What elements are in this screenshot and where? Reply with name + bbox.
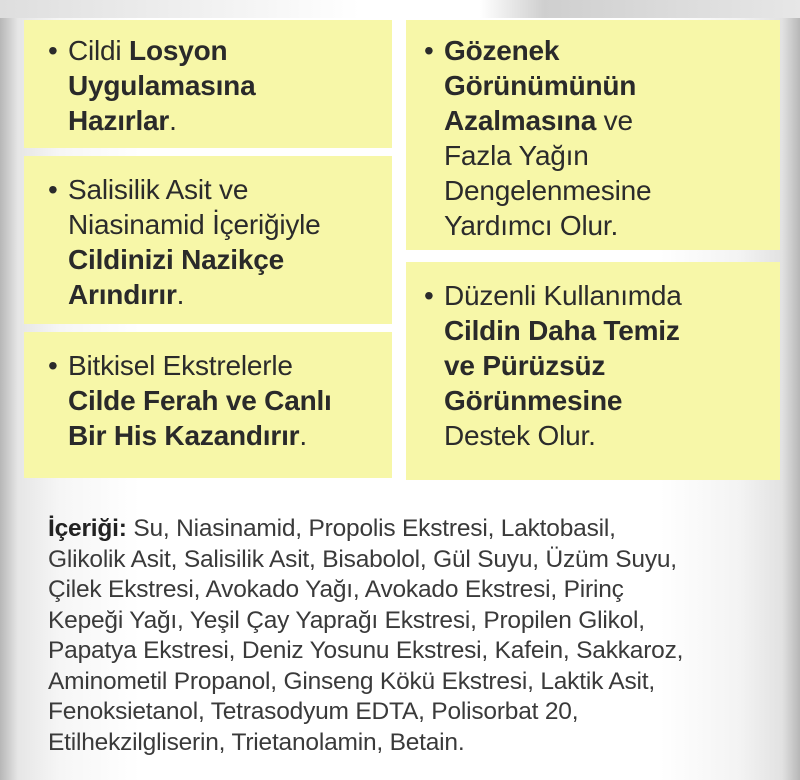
card-text: Fazla Yağın (444, 140, 589, 171)
card-bold-text: Arındırır (68, 279, 177, 310)
ingredients-line: Etilhekzilgliserin, Trietanolamin, Betain. (48, 728, 465, 756)
card-line (424, 348, 780, 383)
card-bold-text: Görünümünün (444, 70, 637, 101)
bullet-icon: • (48, 35, 58, 66)
card-line (48, 172, 392, 207)
ingredients-list (48, 514, 768, 758)
card-line (48, 68, 392, 103)
card-bold-text: Uygulamasına (68, 70, 256, 101)
card-line (424, 68, 780, 103)
card-text: . (299, 420, 307, 451)
card-line (424, 33, 780, 68)
card-bold-text: Cilde Ferah ve Canlı (68, 385, 332, 416)
card-text: . (176, 279, 185, 310)
card-bold-text: Bir His Kazandırır (68, 420, 300, 451)
card-bold-text: Azalmasına (444, 105, 597, 136)
card-line (424, 208, 780, 243)
card-line (48, 33, 392, 68)
card-text: Salisilik Asit ve (68, 174, 249, 205)
ingredients-label: İçeriği: (48, 515, 127, 542)
bullet-icon: • (424, 280, 434, 311)
ingredients-line: Aminometil Propanol, Ginseng Kökü Ekstresi, Laktik Asit, (48, 667, 656, 695)
ingredients-text: Su, Niasinamid, Propolis Ekstresi, Laktobasil, (126, 515, 616, 542)
ingredients-line: Glikolik Asit, Salisilik Asit, Bisabolol, Gül Suyu, Üzüm Suyu, (48, 545, 677, 573)
ingredients-line: Fenoksietanol, Tetrasodyum EDTA, Polisorbat 20, (48, 698, 579, 725)
card-bold-text: ve Pürüzsüz (444, 350, 606, 381)
card-text: Bitkisel Ekstrelerle (68, 350, 293, 381)
benefit-card-fresh-feeling (24, 332, 392, 478)
card-line (48, 242, 392, 277)
card-line (48, 103, 392, 138)
card-line (424, 278, 780, 313)
card-line (424, 138, 780, 173)
benefit-card-prepares-skin (24, 20, 392, 148)
benefit-card-cleanses (24, 156, 392, 324)
card-text: Düzenli Kullanımda (444, 280, 682, 311)
card-bold-text: Cildin Daha Temiz (444, 315, 680, 346)
card-text: Niasinamid İçeriğiyle (68, 209, 321, 240)
card-bold-text: Görünmesine (444, 385, 623, 416)
card-bold-text: Cildinizi Nazikçe (68, 244, 284, 275)
bullet-icon: • (48, 350, 58, 381)
ingredients-line: Çilek Ekstresi, Avokado Yağı, Avokado Ekstresi, Pirinç (48, 576, 624, 603)
card-line (424, 418, 780, 453)
benefit-card-pores (406, 20, 780, 250)
card-text: Destek Olur. (444, 420, 596, 451)
bullet-icon: • (424, 35, 434, 66)
bullet-icon: • (48, 174, 58, 205)
card-line (424, 103, 780, 138)
card-text: Cildi (68, 35, 130, 66)
benefit-card-smooth-look (406, 262, 780, 480)
card-text: Yardımcı Olur. (444, 210, 619, 241)
ingredients-line: Kepeği Yağı, Yeşil Çay Yaprağı Ekstresi, Propilen Glikol, (48, 606, 645, 634)
card-text: ve (596, 105, 633, 136)
card-line (48, 277, 392, 312)
ingredients-line (48, 514, 768, 545)
card-line (48, 418, 392, 453)
ingredients-line: Papatya Ekstresi, Deniz Yosunu Ekstresi, Kafein, Sakkaroz, (48, 637, 684, 664)
card-text: Dengelenmesine (444, 175, 652, 206)
card-line (48, 207, 392, 242)
card-bold-text: Gözenek (444, 35, 560, 66)
card-line (424, 173, 780, 208)
card-line (424, 313, 780, 348)
card-text: . (169, 105, 177, 136)
card-line (424, 383, 780, 418)
card-line (48, 348, 392, 383)
card-bold-text: Losyon (129, 35, 228, 66)
top-band (0, 0, 800, 18)
card-bold-text: Hazırlar (68, 105, 170, 136)
card-line (48, 383, 392, 418)
